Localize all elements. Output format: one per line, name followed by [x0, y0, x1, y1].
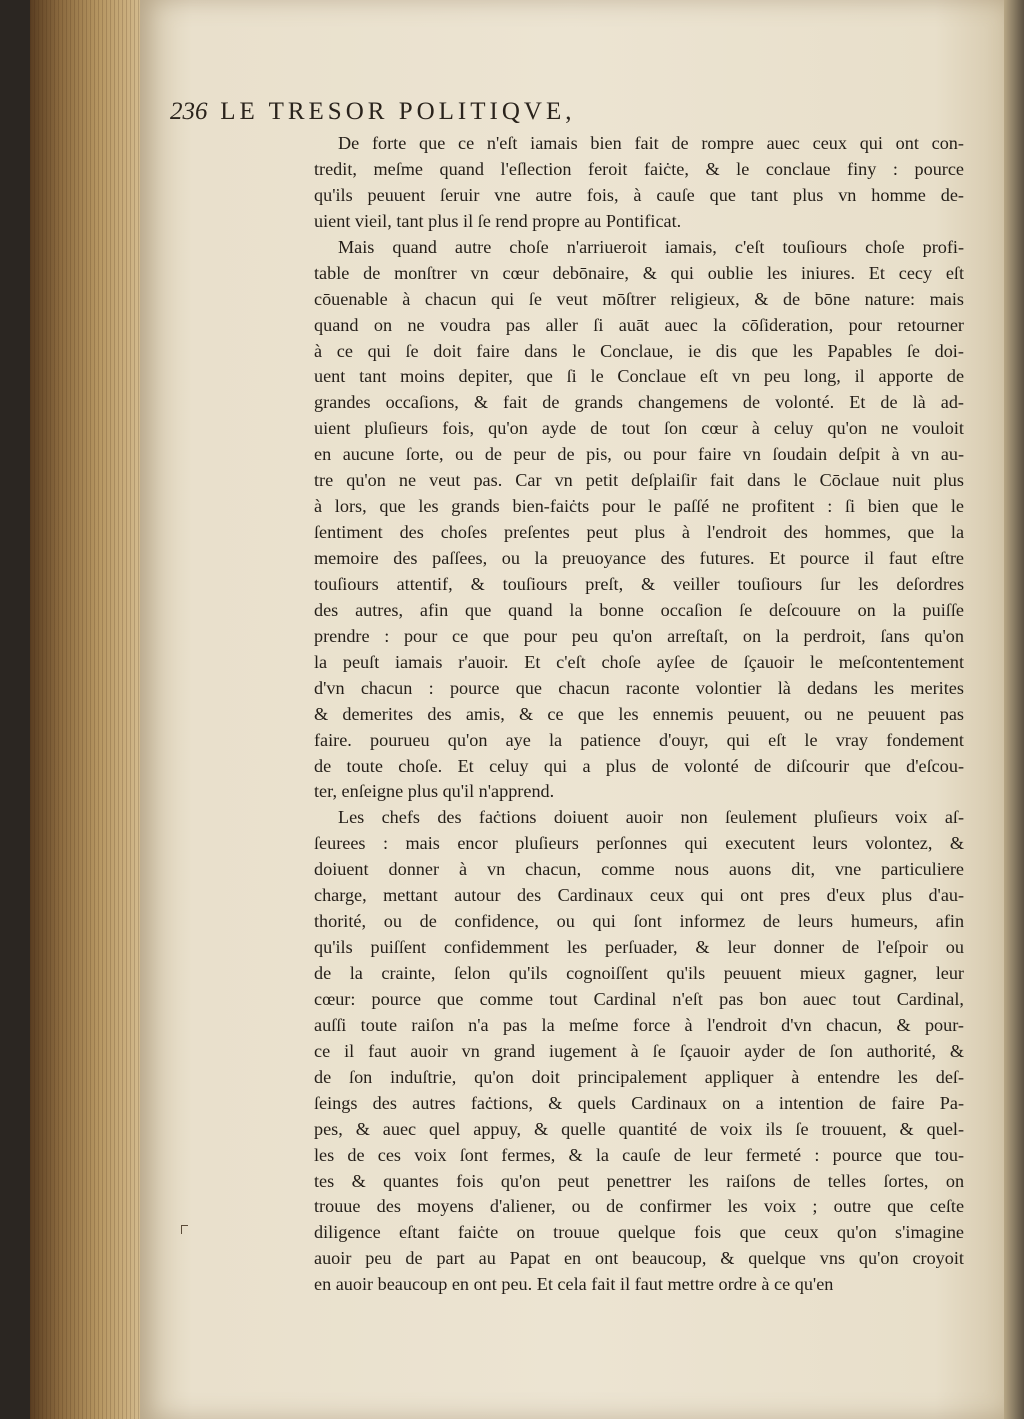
- text-line: ce il faut auoir vn grand iugement à ſe ſçauoir ayder de ſon authorité, &: [314, 1040, 964, 1061]
- text-line: tre qu'on ne veut pas. Car vn petit deſplaiſir fait dans le Cōclaue nuit plus: [314, 470, 964, 491]
- text-line: ter, enſeigne plus qu'il n'apprend.: [314, 781, 555, 802]
- text-line: en aucune ſorte, ou de peur de pis, ou pour faire vn ſoudain deſpit à vn au-: [314, 444, 965, 465]
- text-line: les de ces voix ſont fermes, & la cauſe de leur fermeté : pource que tou-: [314, 1144, 965, 1165]
- margin-mark: [181, 1225, 188, 1234]
- text-line: diligence eſtant faiċte on trouue quelque fois que ceux qu'on s'imagine: [314, 1222, 964, 1243]
- text-line: ſeurees : mais encor pluſieurs perſonnes qui executent leurs volontez, &: [314, 833, 965, 854]
- text-line: uient vieil, tant plus il ſe rend propre au Pontificat.: [314, 210, 682, 231]
- text-line: à lors, que les grands bien-faiċts pour le paſſé ne profitent : ſi bien que le: [314, 496, 964, 517]
- text-line: doiuent donner à vn chacun, comme nous auons dit, vne particuliere: [314, 859, 964, 880]
- page-number: 236: [170, 98, 208, 125]
- text-line: à ce qui ſe doit faire dans le Conclaue, ie dis que les Papables ſe doi-: [314, 340, 964, 361]
- text-line: uient pluſieurs fois, qu'on ayde de tout ſon cœur à celuy qu'on ne vouloit: [314, 418, 964, 439]
- text-line: quand on ne voudra pas aller ſi auāt auec la cōſideration, pour retourner: [314, 314, 964, 335]
- text-line: de toute choſe. Et celuy qui a plus de volonté de diſcourir que d'eſcou-: [314, 755, 964, 776]
- text-line: ſeings des autres faċtions, & quels Cardinaux on a intention de faire Pa-: [314, 1092, 965, 1113]
- text-line: faire. pourueu qu'on aye la patience d'ouyr, qui eſt le vray fondement: [314, 729, 964, 750]
- text-line: de ſon induſtrie, qu'on doit principalement appliquer à entendre les deſ-: [314, 1066, 965, 1087]
- text-line: prendre : pour ce que pour peu qu'on arreſtaſt, on la perdroit, ſans qu'on: [314, 625, 964, 646]
- text-line: ſentiment des choſes preſentes peut plus à l'endroit des hommes, que la: [314, 522, 965, 543]
- text-line: en auoir beaucoup en ont peu. Et cela fait il faut mettre ordre à ce qu'en: [314, 1274, 834, 1295]
- text-line: & demerites des amis, & ce que les ennemis peuuent, ou ne peuuent pas: [314, 703, 964, 724]
- text-line: auoir peu de part au Papat en ont beaucoup, & quelque vns qu'on croyoit: [314, 1248, 964, 1269]
- text-line: la peuſt iamais r'auoir. Et c'eſt choſe ayſee de ſçauoir le meſcontentement: [314, 651, 965, 672]
- text-line: Mais quand autre choſe n'arriueroit iamais, c'eſt touſiours choſe profi-: [338, 236, 965, 257]
- text-line: tes & quantes fois qu'on peut penettrer les raiſons de telles ſortes, on: [314, 1170, 965, 1191]
- text-line: qu'ils peuuent ſeruir vne autre fois, à cauſe que tant plus vn homme de-: [314, 184, 964, 205]
- text-line: cōuenable à chacun qui ſe veut mōſtrer religieux, & de bōne nature: mais: [314, 288, 965, 309]
- body-text: [314, 131, 964, 1298]
- book-page-edges: [30, 0, 150, 1419]
- text-line: cœur: pource que comme tout Cardinal n'eſt pas bon auec tout Cardinal,: [314, 988, 964, 1009]
- text-line: pes, & auec quel appuy, & quelle quantité de voix ils ſe trouuent, & quel-: [314, 1118, 965, 1139]
- text-line: de la crainte, ſelon qu'ils cognoiſſent qu'ils peuuent mieux gagner, leur: [314, 963, 964, 983]
- text-line: auſſi toute raiſon n'a pas la meſme force à l'endroit d'vn chacun, & pour-: [314, 1014, 964, 1035]
- text-line: charge, mettant autour des Cardinaux ceux qui ont pres d'eux plus d'au-: [314, 885, 965, 906]
- facing-page-strip: [1004, 0, 1024, 1419]
- text-line: De forte que ce n'eſt iamais bien fait de rompre auec ceux qui ont con-: [338, 133, 964, 153]
- text-line: touſiours attentif, & touſiours preſt, & veiller touſiours ſur les deſordres: [314, 573, 965, 594]
- text-line: tredit, meſme quand l'eſlection feroit faiċte, & le conclaue finy : pource: [314, 158, 964, 179]
- text-line: d'vn chacun : pource que chacun raconte volontier là dedans les merites: [314, 677, 964, 698]
- text-line: grandes occaſions, & fait de grands changemens de volonté. Et de là ad-: [314, 392, 964, 413]
- text-line: des autres, afin que quand la bonne occaſion ſe deſcouure on la puiſſe: [314, 599, 964, 620]
- text-line: uent tant moins depiter, que ſi le Conclaue eſt vn peu long, il apporte de: [314, 366, 965, 387]
- text-line: table de monſtrer vn cœur debōnaire, & qui oublie les iniures. Et cecy eſt: [314, 262, 965, 283]
- text-line: qu'ils puiſſent confidemment les perſuader, & leur donner de l'eſpoir ou: [314, 937, 964, 958]
- running-head: [170, 98, 890, 126]
- text-line: memoire des paſſees, ou la preuoyance des futures. Et pource il faut eſtre: [314, 548, 964, 568]
- running-title: LE TRESOR POLITIQVE,: [220, 98, 576, 125]
- text-line: thorité, ou de confidence, ou qui ſont informez de leurs humeurs, afin: [314, 911, 965, 932]
- text-line: Les chefs des faċtions doiuent auoir non ſeulement pluſieurs voix aſ-: [338, 807, 964, 828]
- text-line: trouue des moyens d'aliener, ou de confirmer les voix ; outre que ceſte: [314, 1196, 965, 1217]
